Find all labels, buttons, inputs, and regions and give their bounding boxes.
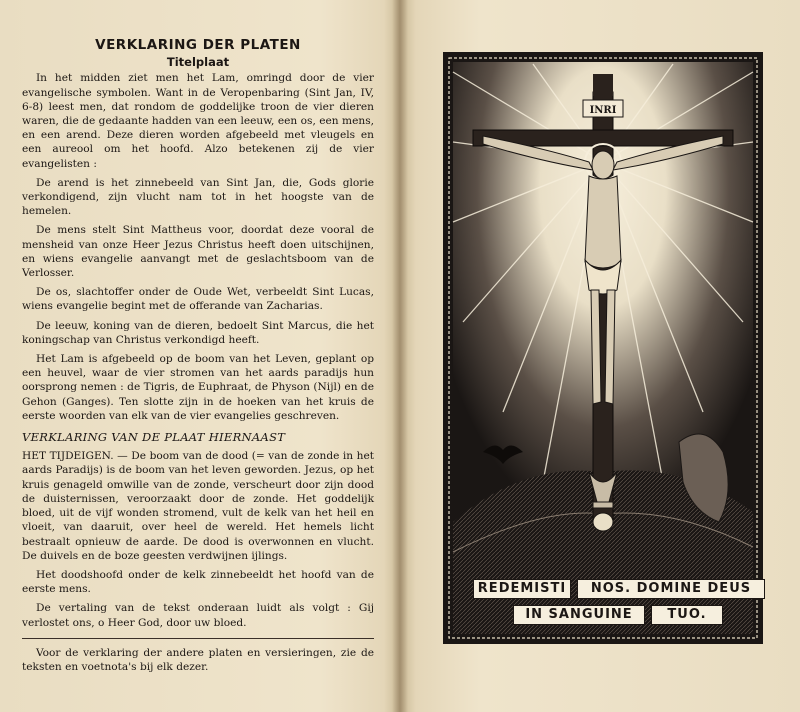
paragraph: In het midden ziet men het Lam, omringd door de vier evangelische symbolen. Want in de Veropenbaring (Sint Jan, IV, 6-8) leest men, dat rondom de goddelijke troon de vier dieren waren, die de gedaante hadden van een leeuw, een os, een mens, en een arend. Deze dieren worden afgebeeld met vleugels en een aureool om het hoofd. Alzo betekenen zij de vier evangelisten : [22,72,374,170]
right-page [400,0,800,712]
caption-nos-domine-deus: NOS. DOMINE DEUS [577,579,765,599]
paragraph: De mens stelt Sint Mattheus voor, doordat deze vooral de mensheid van onze Heer Jezus Christus heeft doen uitschijnen, en wiens evangelie aanvangt met de geslachtsboom van de Verlosser. [22,224,374,280]
paragraph: De arend is het zinnebeeld van Sint Jan, die, Gods glorie verkondigend, zijn vlucht nam tot in het hoogste van de hemelen. [22,176,374,218]
crucifixion-illustration [443,52,763,644]
left-text-column [22,38,374,679]
plate-caption [473,575,767,633]
paragraph: HET TIJDEIGEN. — De boom van de dood (= van de zonde in het aards Paradijs) is de boom van het leven geworden. Jezus, op het kruis genageld omwille van de zonde, verscheurt door zijn dood de duisternissen, veroorzaakt door de zonde. Het goddelijk bloed, uit de vijf wonden stromend, vult de kelk van het heil en vloeit, van daaruit, over heel de wereld. Het hemels licht bestraalt opnieuw de aarde. De dood is overwonnen en vlucht. De duivels en de boze geesten verdwijnen ijlings. [22,450,374,562]
paragraph: De leeuw, koning van de dieren, bedoelt Sint Marcus, die het koningschap van Christus verkondigd heeft. [22,319,374,346]
divider [22,638,374,639]
caption-tuo: TUO. [651,605,723,625]
paragraph: De os, slachtoffer onder de Oude Wet, verbeeldt Sint Lucas, wiens evangelie begint met de offerande van Zacharias. [22,286,374,313]
inri-sign [583,100,623,117]
page-title: VERKLARING DER PLATEN [95,37,301,53]
inri-inscription: INRI [589,105,617,116]
crucifixion-plate [443,52,763,644]
caption-in-sanguine: IN SANGUINE [513,605,645,625]
closing-note: Voor de verklaring der andere platen en versieringen, zie de teksten en voetnota's bij elk dezer. [22,646,374,673]
paragraph: Het Lam is afgebeeld op de boom van het Leven, geplant op een heuvel, waar de vier stromen van het aards paradijs hun oorsprong nemen : de Tigris, de Euphraat, de Physon (Nijl) en de Gehon (Ganges). Ten slotte zijn in de hoeken van het kruis de eerste woorden van elk van de vier evangelies geschreven. [22,353,374,422]
paragraph: De vertaling van de tekst onderaan luidt als volgt : Gij verlostet ons, o Heer God, door uw bloed. [22,602,374,629]
caption-redemisti: REDEMISTI [473,579,571,599]
section-heading: VERKLARING VAN DE PLAAT HIERNAAST [22,430,286,445]
paragraph: Het doodshoofd onder de kelk zinnebeeldt het hoofd van de eerste mens. [22,568,374,596]
section-subtitle: Titelplaat [166,55,230,70]
skull [593,513,613,531]
